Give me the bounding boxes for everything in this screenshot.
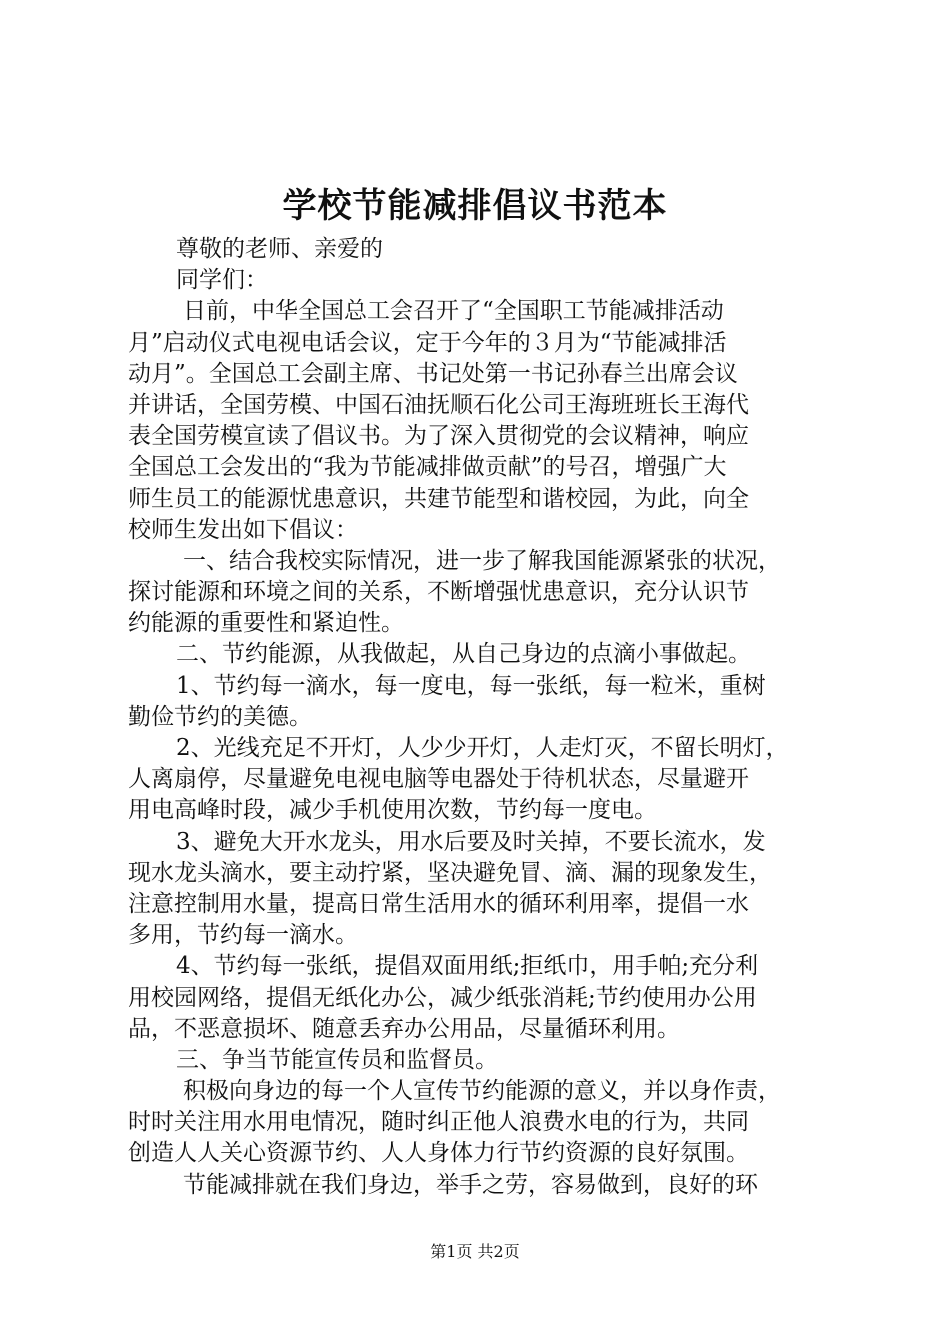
body-line: 用校园网络，提倡无纸化办公，减少纸张消耗;节约使用办公用: [128, 984, 757, 1011]
body-line: 三、争当节能宣传员和监督员。: [176, 1046, 498, 1073]
body-line: 并讲话，全国劳模、中国石油抚顺石化公司王海班班长王海代: [128, 391, 749, 418]
body-line: 全国总工会发出的“我为节能减排做贡献”的号召，增强广大: [128, 454, 727, 481]
body-line: 月”启动仪式电视电话会议，定于今年的３月为“节能减排活: [128, 329, 727, 356]
body-line: 日前，中华全国总工会召开了“全国职工节能减排活动: [183, 298, 724, 325]
body-line: 用电高峰时段，减少手机使用次数，节约每一度电。: [128, 797, 657, 824]
body-line: 动月”。全国总工会副主席、书记处第一书记孙春兰出席会议: [128, 360, 738, 387]
body-line: 品，不恶意损坏、随意丢弃办公用品，尽量循环利用。: [128, 1015, 680, 1042]
body-line: 时时关注用水用电情况，随时纠正他人浪费水电的行为，共同: [128, 1109, 749, 1136]
body-line: 二、节约能源，从我做起，从自己身边的点滴小事做起。: [176, 641, 751, 668]
body-line: 师生员工的能源忧患意识，共建节能型和谐校园，为此，向全: [128, 485, 749, 512]
body-line: 2、光线充足不开灯，人少少开灯，人走灯灭，不留长明灯，: [176, 735, 789, 761]
document-title: 学校节能减排倡议书范本: [282, 186, 668, 226]
body-line: 勤俭节约的美德。: [128, 703, 312, 730]
body-line: 积极向身边的每一个人宣传节约能源的意义，并以身作责，: [183, 1078, 781, 1105]
body-line: 创造人人关心资源节约、人人身体力行节约资源的良好氛围。: [128, 1140, 749, 1167]
body-line: 约能源的重要性和紧迫性。: [128, 610, 404, 637]
body-line: 3、避免大开水龙头，用水后要及时关掉，不要长流水，发: [176, 828, 766, 855]
document-body: [128, 234, 838, 1201]
body-line: 1、节约每一滴水，每一度电，每一张纸，每一粒米，重树: [176, 672, 766, 699]
body-line: 一、结合我校实际情况，进一步了解我国能源紧张的状况，: [183, 547, 781, 574]
body-line: 同学们：: [176, 267, 268, 294]
body-line: 节能减排就在我们身边，举手之劳，容易做到，良好的环: [183, 1171, 758, 1198]
body-line: 现水龙头滴水，要主动拧紧，坚决避免冒、滴、漏的现象发生，: [128, 859, 772, 886]
body-line: 表全国劳模宣读了倡议书。为了深入贯彻党的会议精神，响应: [128, 423, 749, 450]
body-line: 4、节约每一张纸，提倡双面用纸;拒纸巾，用手帕;充分利: [176, 953, 759, 980]
body-line: 探讨能源和环境之间的关系，不断增强忧患意识，充分认识节: [128, 579, 749, 606]
page-footer: 第1页 共2页: [430, 1242, 520, 1261]
body-line: 人离扇停，尽量避免电视电脑等电器处于待机状态，尽量避开: [128, 766, 749, 793]
body-line: 尊敬的老师、亲爱的: [176, 236, 383, 262]
body-line: 注意控制用水量，提高日常生活用水的循环利用率，提倡一水: [128, 890, 749, 917]
body-line: 校师生发出如下倡议：: [128, 516, 358, 543]
body-line: 多用，节约每一滴水。: [128, 922, 358, 949]
